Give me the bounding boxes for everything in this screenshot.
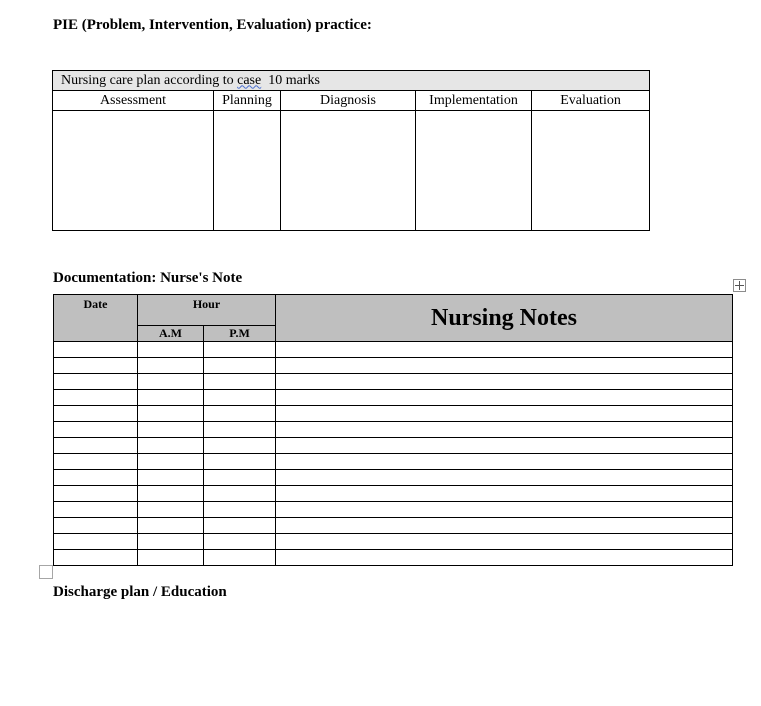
pm-cell[interactable] (204, 534, 276, 550)
table-row (54, 390, 733, 406)
am-cell[interactable] (138, 550, 204, 566)
pm-cell[interactable] (204, 358, 276, 374)
planning-cell[interactable] (214, 111, 281, 231)
table-row (54, 406, 733, 422)
hour-header: Hour (138, 295, 276, 326)
date-cell[interactable] (54, 390, 138, 406)
nurse-note-table (53, 294, 733, 566)
table-row (54, 518, 733, 534)
col-diagnosis: Diagnosis (281, 91, 416, 111)
pm-cell[interactable] (204, 486, 276, 502)
date-cell[interactable] (54, 454, 138, 470)
col-evaluation: Evaluation (532, 91, 650, 111)
date-cell[interactable] (54, 470, 138, 486)
col-assessment: Assessment (53, 91, 214, 111)
col-planning: Planning (214, 91, 281, 111)
table-row (54, 358, 733, 374)
note-cell[interactable] (276, 518, 733, 534)
pm-cell[interactable] (204, 502, 276, 518)
table-row (54, 534, 733, 550)
documentation-heading: Documentation: Nurse's Note (53, 270, 243, 286)
note-cell[interactable] (276, 550, 733, 566)
note-cell[interactable] (276, 374, 733, 390)
am-cell[interactable] (138, 390, 204, 406)
discharge-heading: Discharge plan / Education (53, 584, 227, 600)
am-cell[interactable] (138, 342, 204, 358)
note-cell[interactable] (276, 422, 733, 438)
date-cell[interactable] (54, 374, 138, 390)
note-cell[interactable] (276, 470, 733, 486)
implementation-cell[interactable] (416, 111, 532, 231)
table-row (54, 550, 733, 566)
am-cell[interactable] (138, 438, 204, 454)
am-header: A.M (138, 326, 204, 342)
table-row (54, 486, 733, 502)
date-cell[interactable] (54, 358, 138, 374)
assessment-cell[interactable] (53, 111, 214, 231)
am-cell[interactable] (138, 358, 204, 374)
am-cell[interactable] (138, 534, 204, 550)
pm-cell[interactable] (204, 422, 276, 438)
care-plan-caption[interactable] (53, 71, 650, 91)
pm-cell[interactable] (204, 374, 276, 390)
note-cell[interactable] (276, 390, 733, 406)
am-cell[interactable] (138, 502, 204, 518)
date-cell[interactable] (54, 518, 138, 534)
am-cell[interactable] (138, 374, 204, 390)
date-cell[interactable] (54, 534, 138, 550)
date-cell[interactable] (54, 342, 138, 358)
table-row (54, 342, 733, 358)
pm-cell[interactable] (204, 342, 276, 358)
date-header: Date (54, 295, 138, 342)
am-cell[interactable] (138, 470, 204, 486)
note-cell[interactable] (276, 438, 733, 454)
note-cell[interactable] (276, 358, 733, 374)
caption-case: case (237, 72, 262, 88)
caption-suffix: 10 marks (261, 72, 320, 88)
note-cell[interactable] (276, 406, 733, 422)
pm-cell[interactable] (204, 406, 276, 422)
note-cell[interactable] (276, 534, 733, 550)
checkbox-icon[interactable] (39, 565, 53, 579)
diagnosis-cell[interactable] (281, 111, 416, 231)
caption-prefix: Nursing care plan according to (61, 72, 238, 88)
am-cell[interactable] (138, 406, 204, 422)
table-row (54, 422, 733, 438)
pm-cell[interactable] (204, 518, 276, 534)
table-row (54, 374, 733, 390)
pm-cell[interactable] (204, 550, 276, 566)
pm-cell[interactable] (204, 454, 276, 470)
note-cell[interactable] (276, 342, 733, 358)
pm-cell[interactable] (204, 470, 276, 486)
date-cell[interactable] (54, 406, 138, 422)
note-cell[interactable] (276, 454, 733, 470)
date-cell[interactable] (54, 438, 138, 454)
am-cell[interactable] (138, 518, 204, 534)
am-cell[interactable] (138, 454, 204, 470)
col-implementation: Implementation (416, 91, 532, 111)
note-cell[interactable] (276, 502, 733, 518)
table-row (54, 470, 733, 486)
nursing-notes-header: Nursing Notes (276, 295, 733, 342)
table-move-handle-icon[interactable] (733, 279, 746, 292)
pm-header: P.M (204, 326, 276, 342)
date-cell[interactable] (54, 422, 138, 438)
am-cell[interactable] (138, 422, 204, 438)
table-row (54, 502, 733, 518)
date-cell[interactable] (54, 550, 138, 566)
note-cell[interactable] (276, 486, 733, 502)
nurse-note-rows (54, 342, 733, 566)
table-row (54, 438, 733, 454)
page-title: PIE (Problem, Intervention, Evaluation) practice: (53, 17, 372, 33)
care-plan-table (52, 70, 650, 231)
pm-cell[interactable] (204, 390, 276, 406)
date-cell[interactable] (54, 502, 138, 518)
am-cell[interactable] (138, 486, 204, 502)
evaluation-cell[interactable] (532, 111, 650, 231)
date-cell[interactable] (54, 486, 138, 502)
pm-cell[interactable] (204, 438, 276, 454)
table-row (54, 454, 733, 470)
